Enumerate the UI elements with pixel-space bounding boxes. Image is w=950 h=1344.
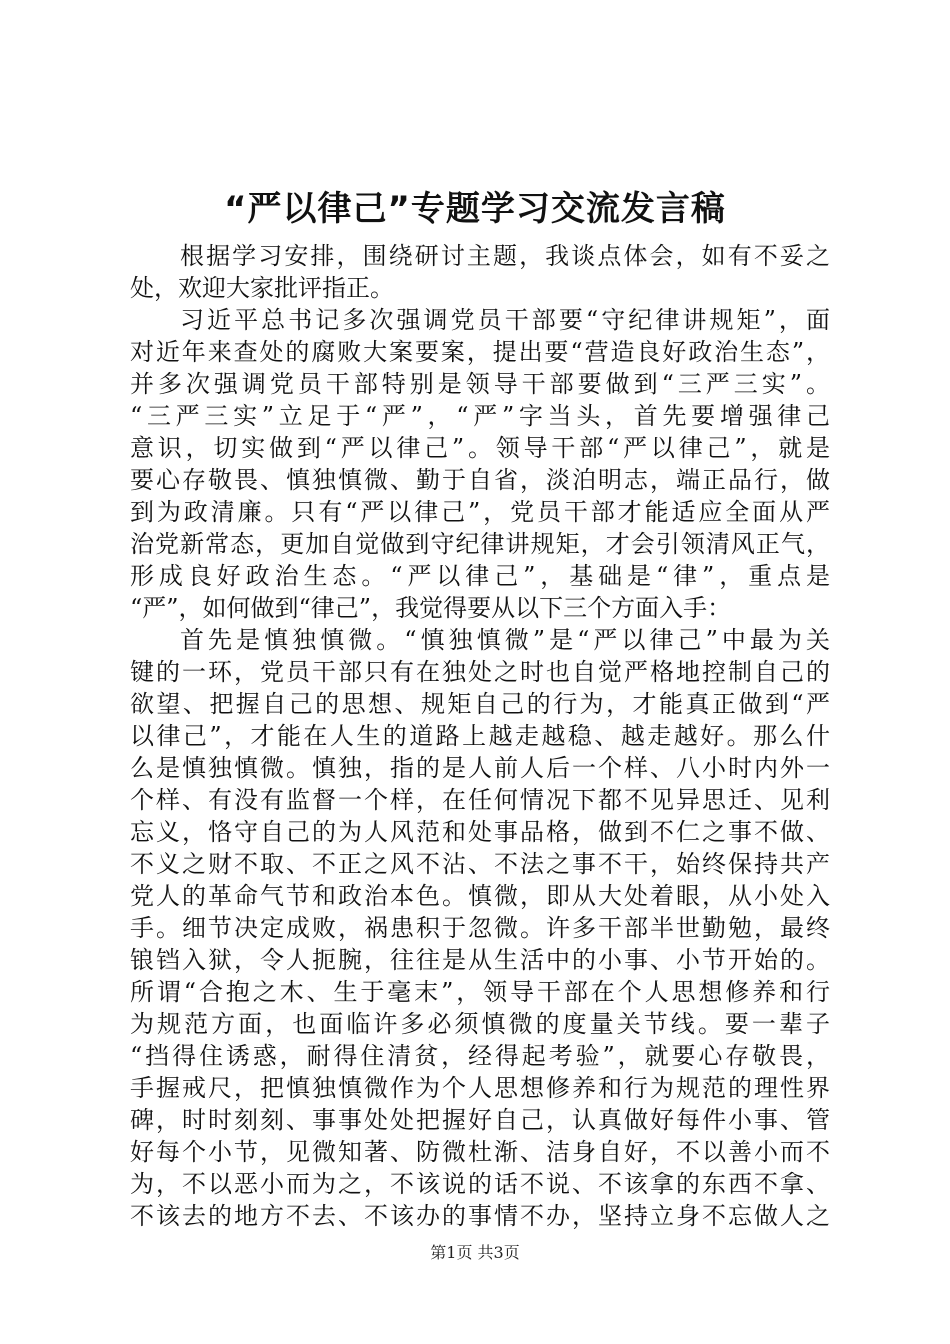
document-body bbox=[130, 240, 830, 1232]
paragraph-line: 首先是慎独慎微。“慎独慎微”是“严以律己”中最为关 bbox=[180, 626, 830, 654]
page-indicator: 第1页 共3页 bbox=[430, 1243, 520, 1262]
paragraph-line: 不义之财不取、不正之风不沾、不法之事不干，始终保持共产 bbox=[130, 850, 830, 878]
paragraph-line: 到为政清廉。只有“严以律己”，党员干部才能适应全面从严 bbox=[130, 498, 830, 526]
paragraph-line: 手握戒尺，把慎独慎微作为个人思想修养和行为规范的理性界 bbox=[130, 1074, 830, 1102]
paragraph-line: 处，欢迎大家批评指正。 bbox=[130, 274, 394, 302]
paragraph-line: 手。细节决定成败，祸患积于忽微。许多干部半世勤勉，最终 bbox=[130, 914, 830, 942]
paragraph-line: 对近年来查处的腐败大案要案，提出要“营造良好政治生态”， bbox=[130, 338, 830, 366]
paragraph-line: 以律己”，才能在人生的道路上越走越稳、越走越好。那么什 bbox=[130, 722, 830, 750]
paragraph-line: 要心存敬畏、慎独慎微、勤于自省，淡泊明志，端正品行，做 bbox=[130, 466, 830, 494]
paragraph-line: 为，不以恶小而为之，不该说的话不说、不该拿的东西不拿、 bbox=[130, 1170, 830, 1198]
paragraph-line: 并多次强调党员干部特别是领导干部要做到“三严三实”。 bbox=[130, 370, 830, 398]
paragraph-line: 习近平总书记多次强调党员干部要“守纪律讲规矩”，面 bbox=[180, 306, 830, 334]
paragraph-line: 个样、有没有监督一个样，在任何情况下都不见异思迁、见利 bbox=[130, 786, 830, 814]
paragraph-line: 忘义，恪守自己的为人风范和处事品格，做到不仁之事不做、 bbox=[130, 818, 830, 846]
paragraph-line: 么是慎独慎微。慎独，指的是人前人后一个样、八小时内外一 bbox=[130, 754, 830, 782]
paragraph-line: 意识，切实做到“严以律己”。领导干部“严以律己”，就是 bbox=[130, 434, 830, 462]
paragraph-line: 好每个小节，见微知著、防微杜渐、洁身自好，不以善小而不 bbox=[130, 1138, 830, 1166]
paragraph-line: 所谓“合抱之木、生于毫末”，领导干部在个人思想修养和行 bbox=[130, 978, 830, 1006]
paragraph-line: 形成良好政治生态。“严以律己”，基础是“律”，重点是 bbox=[130, 562, 830, 590]
paragraph-line: 为规范方面，也面临许多必须慎微的度量关节线。要一辈子 bbox=[130, 1010, 830, 1038]
paragraph-line: 键的一环，党员干部只有在独处之时也自觉严格地控制自己的 bbox=[130, 658, 830, 686]
paragraph-line: “挡得住诱惑，耐得住清贫，经得起考验”，就要心存敬畏， bbox=[130, 1042, 830, 1070]
document-title: “严以律己”专题学习交流发言稿 bbox=[224, 189, 726, 229]
paragraph-line: 欲望、把握自己的思想、规矩自己的行为，才能真正做到“严 bbox=[130, 690, 830, 718]
paragraph-line: 不该去的地方不去、不该办的事情不办，坚持立身不忘做人之 bbox=[130, 1202, 830, 1230]
paragraph-line: 锒铛入狱，令人扼腕，往往是从生活中的小事、小节开始的。 bbox=[130, 946, 830, 974]
paragraph-line: 碑，时时刻刻、事事处处把握好自己，认真做好每件小事、管 bbox=[130, 1106, 830, 1134]
paragraph-line: 根据学习安排，围绕研讨主题，我谈点体会，如有不妥之 bbox=[180, 242, 830, 270]
paragraph-line: “三严三实”立足于“严”，“严”字当头，首先要增强律己 bbox=[130, 402, 830, 430]
paragraph-line: “严”，如何做到“律己”，我觉得要从以下三个方面入手： bbox=[130, 594, 732, 622]
paragraph-line: 党人的革命气节和政治本色。慎微，即从大处着眼，从小处入 bbox=[130, 882, 830, 910]
paragraph-line: 治党新常态，更加自觉做到守纪律讲规矩，才会引领清风正气， bbox=[130, 530, 830, 558]
